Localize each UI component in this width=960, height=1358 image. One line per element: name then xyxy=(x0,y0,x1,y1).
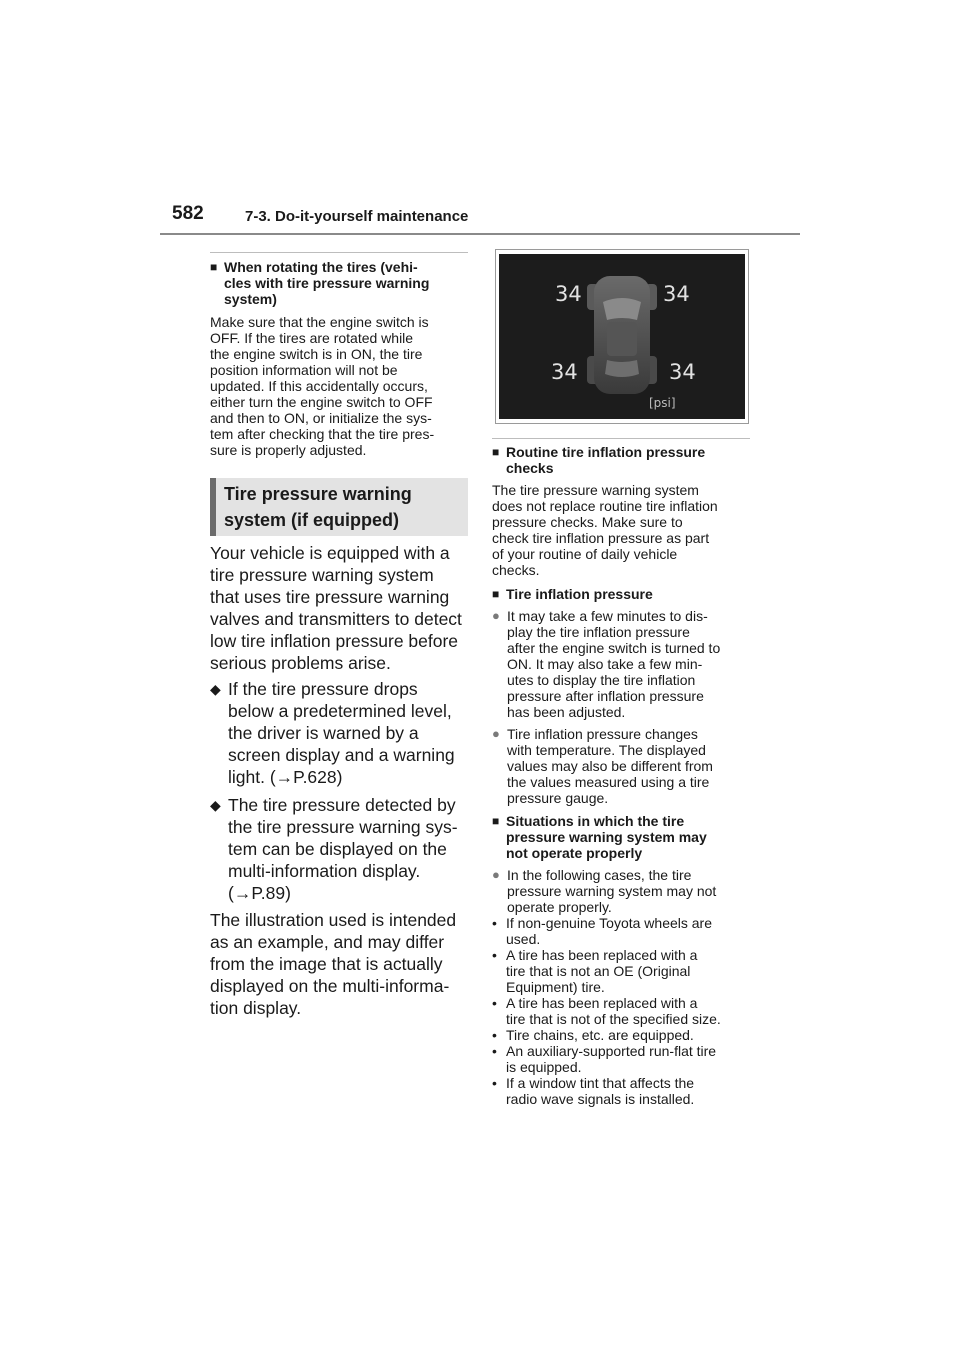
page-number: 582 xyxy=(172,203,204,224)
situations-item: ● In the following cases, the tire pressure warning system may not operate properly. xyxy=(492,867,717,915)
diamond-bullet-icon: ◆ xyxy=(210,797,221,813)
rotating-body: Make sure that the engine switch is OFF. If the tires are rotated while the engine switch is in ON, the tire position information will not be updated. If this accidentally occurs, either turn the engine switch to OFF and then to ON, or initialize the sys- tem after checking that the tire pres- sure is properly adjusted. xyxy=(210,314,435,458)
note-divider xyxy=(492,438,750,439)
section-heading-line-2: system (if equipped) xyxy=(224,510,400,530)
section-heading-box xyxy=(210,478,468,536)
circle-bullet-icon: ● xyxy=(492,726,500,741)
page-ref-628[interactable]: light. (→P.628) xyxy=(228,767,343,787)
inflation-item-2: ● Tire inflation pressure changes with temperature. The displayed values may also be different from the values measured using a tire pressure gauge. xyxy=(492,726,713,806)
rotating-heading xyxy=(210,259,468,307)
situations-heading: ■ Situations in which the tire pressure warning system may not operate properly xyxy=(492,813,707,861)
tire-pressure-display-image xyxy=(495,249,749,424)
circle-bullet-icon: ● xyxy=(492,608,500,623)
square-bullet-icon: ■ xyxy=(210,260,218,274)
bullet-display: ◆ The tire pressure detected by the tire pressure warning sys- tem can be displayed on the multi-information display. (→P.89) xyxy=(210,795,458,903)
dash-item-4: • Tire chains, etc. are equipped. xyxy=(492,1027,694,1043)
dash-item-1: • If non-genuine Toyota wheels are used. xyxy=(492,915,712,947)
display-screen xyxy=(499,254,745,419)
front-right-pressure: 34 xyxy=(663,282,690,306)
rear-right-pressure: 34 xyxy=(669,360,696,384)
routine-body: The tire pressure warning system does not replace routine tire inflation pressure checks. Make sure to check tire inflation pressure as part of your routine of daily vehicle checks. xyxy=(492,482,718,578)
bullet-warning: ◆ If the tire pressure drops below a predetermined level, the driver is warned by a screen display and a warning light. (→P.628) xyxy=(210,679,455,787)
page-ref-89[interactable]: (→P.89) xyxy=(228,883,291,903)
rotating-tires-note xyxy=(210,252,468,458)
front-left-pressure: 34 xyxy=(555,282,582,306)
square-bullet-icon: ■ xyxy=(492,814,500,828)
circle-bullet-icon: ● xyxy=(492,867,500,882)
rear-left-pressure: 34 xyxy=(551,360,578,384)
routine-heading: ■ Routine tire inflation pressure checks xyxy=(492,444,706,476)
dash-item-5: • An auxiliary-supported run-flat tire is equipped. xyxy=(492,1043,717,1075)
dash-item-6: • If a window tint that affects the radio wave signals is installed. xyxy=(492,1075,695,1107)
section-heading-line-1: Tire pressure warning xyxy=(224,484,412,504)
section-title: 7-3. Do-it-yourself maintenance xyxy=(245,208,469,225)
right-column-notes xyxy=(492,438,750,1107)
inflation-heading: ■ Tire inflation pressure xyxy=(492,586,653,602)
inflation-item-1: ● It may take a few minutes to dis- play the tire inflation pressure after the engine switch is turned to ON. It may also take a few min- utes to display the tire inflation pressure after inflation pressure has been adjusted. xyxy=(492,608,721,720)
intro-paragraph: Your vehicle is equipped with a tire pressure warning system that uses tire pressure warning valves and transmitters to detect low tire inflation pressure before serious problems arise. xyxy=(210,543,462,673)
illustration-note: The illustration used is intended as an example, and may differ from the image that is actually displayed on the multi-informa- tion display. xyxy=(210,910,457,1018)
square-bullet-icon: ■ xyxy=(492,445,500,459)
header-divider xyxy=(160,233,800,235)
square-bullet-icon: ■ xyxy=(492,587,500,601)
note-divider xyxy=(210,252,468,253)
dash-item-3: • A tire has been replaced with a tire that is not of the specified size. xyxy=(492,995,721,1027)
diamond-bullet-icon: ◆ xyxy=(210,681,221,697)
car-top-view-icon xyxy=(499,254,745,419)
rotating-heading-text: When rotating the tires (vehi- cles with tire pressure warning system) xyxy=(224,259,430,307)
pressure-unit: [psi] xyxy=(649,396,676,410)
dash-item-2: • A tire has been replaced with a tire that is not an OE (Original Equipment) tire. xyxy=(492,947,698,995)
